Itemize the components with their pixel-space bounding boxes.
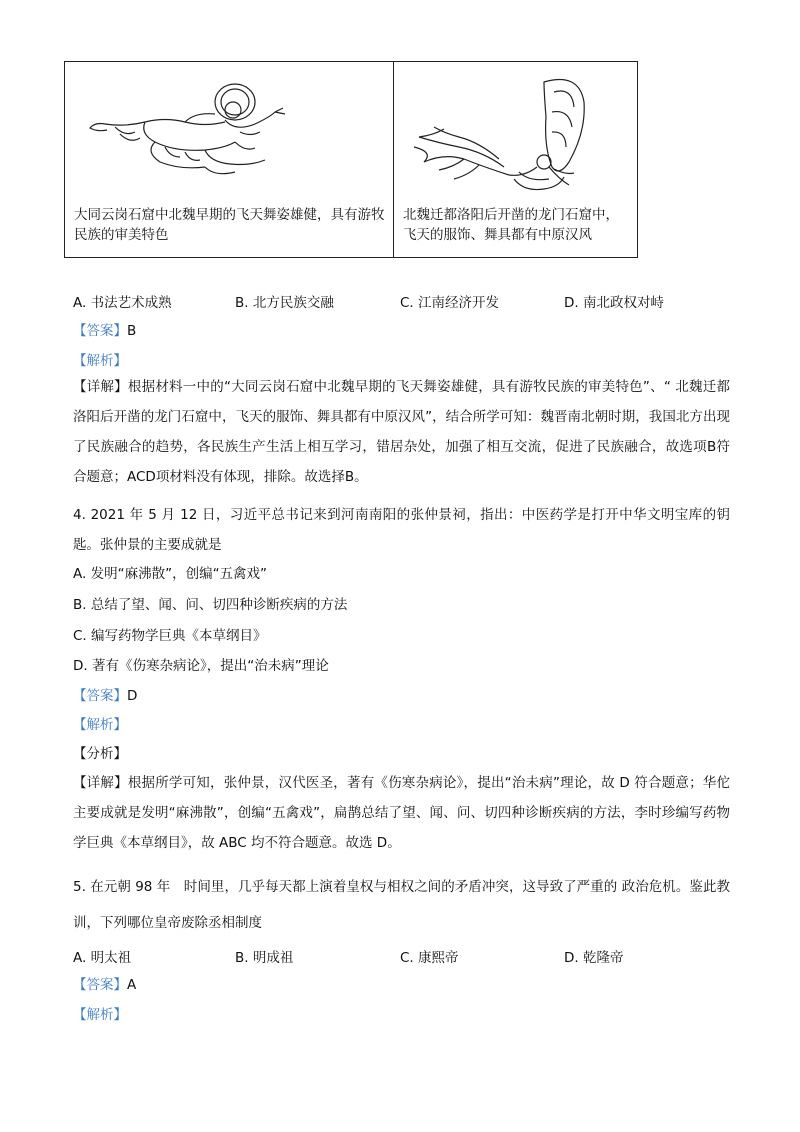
q3-analysis-label: 【解析】 bbox=[73, 353, 127, 369]
q5-stem: 5. 在元朝 98 年 时间里，几乎每天都上演着皇权与相权之间的矛盾冲突，这导致了严重的 政治危机。鉴此教训，下列哪位皇帝废除丞相制度 bbox=[73, 879, 730, 931]
answer-label: 【答案】 bbox=[73, 977, 127, 993]
q3-option-b: B. 北方民族交融 bbox=[235, 295, 334, 311]
detail-label: 【详解】 bbox=[73, 379, 128, 395]
q5-option-a: A. 明太祖 bbox=[73, 950, 132, 966]
q4-stem: 4. 2021 年 5 月 12 日，习近平总书记来到河南南阳的张仲景祠，指出：中医药学是打开中华文明宝库的钥匙。张仲景的主要成就是 bbox=[73, 507, 730, 553]
q3-options bbox=[73, 291, 673, 311]
figure-table bbox=[64, 61, 638, 258]
figure-caption-right: 北魏迁都洛阳后开凿的龙门石窟中，飞天的服饰、舞具都有中原汉风 bbox=[403, 207, 619, 243]
q5-analysis-label: 【解析】 bbox=[73, 1007, 127, 1023]
q3-option-d: D. 南北政权对峙 bbox=[564, 295, 664, 311]
answer-label: 【答案】 bbox=[73, 688, 127, 704]
q3-option-c: C. 江南经济开发 bbox=[400, 295, 500, 311]
q3-option-a: A. 书法艺术成熟 bbox=[73, 295, 172, 311]
answer-label: 【答案】 bbox=[73, 323, 127, 339]
detail-label: 【详解】 bbox=[73, 775, 128, 791]
q4-analysis-label: 【解析】 bbox=[73, 717, 127, 733]
answer-value: D bbox=[127, 688, 138, 704]
q3-detail bbox=[73, 372, 730, 492]
q5-option-b: B. 明成祖 bbox=[235, 950, 294, 966]
detail-text: 根据所学可知，张仲景，汉代医圣，著有《伤寒杂病论》，提出“治未病”理论，故 D 符合题意；华佗主要成就是发明“麻沸散”，创编“五禽戏”，扁鹊总结了望、闻、问、切四种诊断疾病的方法，李时珍编写药物学巨典《本草纲目》，故 ABC 均不符合题意。故选 D。 bbox=[73, 775, 731, 851]
q5-option-d: D. 乾隆帝 bbox=[564, 950, 624, 966]
q4-fenxi-label: 【分析】 bbox=[73, 746, 127, 762]
answer-value: B bbox=[127, 323, 137, 339]
figure-caption-left: 大同云岗石窟中北魏早期的飞天舞姿雄健，具有游牧民族的审美特色 bbox=[74, 207, 385, 243]
q4-answer bbox=[73, 686, 137, 706]
q4-option-a: A. 发明“麻沸散”，创编“五禽戏” bbox=[73, 566, 268, 582]
flying-apsara-yungang-illustration bbox=[85, 72, 315, 192]
q5-options bbox=[73, 946, 673, 966]
q4-detail bbox=[73, 768, 730, 858]
q5-answer bbox=[73, 975, 136, 995]
q3-answer bbox=[73, 321, 136, 341]
detail-text: 根据材料一中的“大同云岗石窟中北魏早期的飞天舞姿雄健，具有游牧民族的审美特色”、“ 北魏迁都洛阳后开凿的龙门石窟中，飞天的服饰、舞具都有中原汉风”，结合所学可知：魏晋南北朝时期，我国北方出现了民族融合的趋势，各民族生产生活上相互学习，错居杂处，加强了相互交流，促进了民族融合，故选项B符合题意；ACD项材料没有体现，排除。故选择B。 bbox=[73, 379, 731, 485]
answer-value: A bbox=[127, 977, 137, 993]
flying-apsara-longmen-illustration bbox=[404, 67, 604, 202]
q4-option-d: D. 著有《伤寒杂病论》，提出“治未病”理论 bbox=[73, 658, 329, 674]
figure-cell-longmen bbox=[394, 62, 637, 257]
q4-option-c: C. 编写药物学巨典《本草纲目》 bbox=[73, 628, 267, 644]
q5-option-c: C. 康熙帝 bbox=[400, 950, 459, 966]
figure-cell-yungang bbox=[65, 62, 394, 257]
q4-option-b: B. 总结了望、闻、问、切四种诊断疾病的方法 bbox=[73, 597, 348, 613]
